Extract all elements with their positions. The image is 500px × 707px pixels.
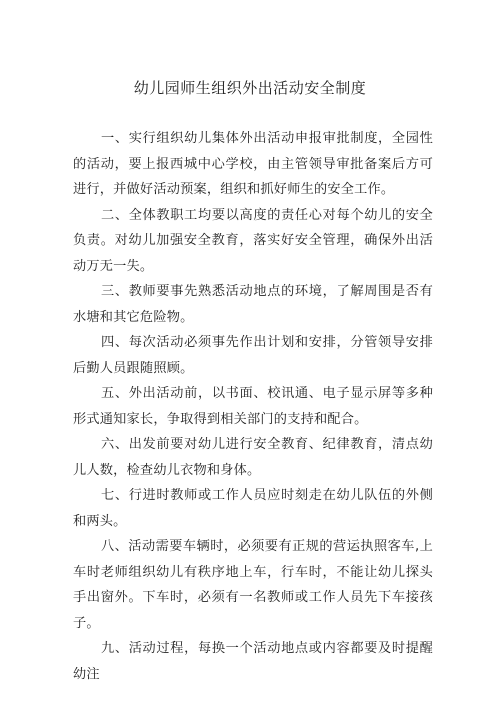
paragraph-1: 一、实行组织幼儿集体外出活动申报审批制度，全园性的活动，要上报西城中心学校，由主管领导审批备案后方可进行，并做好活动预案，组织和抓好师生的安全工作。 xyxy=(73,131,433,197)
paragraph-9: 九、活动过程，每换一个活动地点或内容都要及时提醒幼注 xyxy=(73,641,433,682)
paragraph-3: 三、教师要事先熟悉活动地点的环境，了解周围是否有水塘和其它危险物。 xyxy=(73,284,433,325)
paragraph-6: 六、出发前要对幼儿进行安全教育、纪律教育，清点幼儿人数，检查幼儿衣物和身体。 xyxy=(73,437,433,478)
document-title: 幼儿园师生组织外出活动安全制度 xyxy=(133,79,367,97)
document-body xyxy=(73,126,433,687)
paragraph-5: 五、外出活动前，以书面、校讯通、电子显示屏等多种形式通知家长，争取得到相关部门的支持和配合。 xyxy=(73,386,433,427)
paragraph-7: 七、行进时教师或工作人员应时刻走在幼儿队伍的外侧和两头。 xyxy=(73,488,433,529)
paragraph-4: 四、每次活动必须事先作出计划和安排，分管领导安排后勤人员跟随照顾。 xyxy=(73,335,433,376)
paragraph-2: 二、全体教职工均要以高度的责任心对每个幼儿的安全负责。对幼儿加强安全教育，落实好安全管理，确保外出活动万无一失。 xyxy=(73,207,433,274)
paragraph-8: 八、活动需要车辆时，必须要有正规的营运执照客车,上车时老师组织幼儿有秩序地上车，行车时，不能让幼儿探头手出窗外。下车时，必须有一名教师或工作人员先下车接孩子。 xyxy=(73,539,433,631)
